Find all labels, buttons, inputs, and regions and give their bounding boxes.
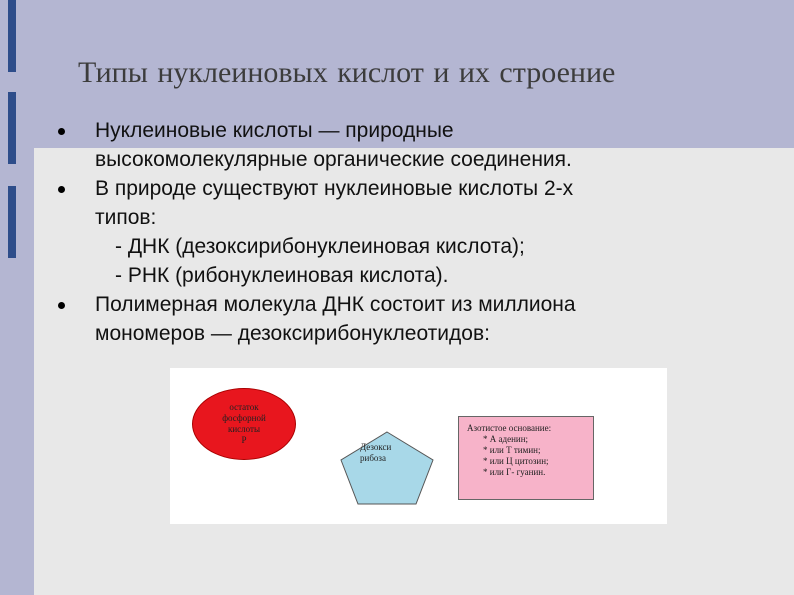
bullet-line xyxy=(95,232,775,261)
bullet-line xyxy=(95,116,775,145)
accent-bar xyxy=(8,186,16,258)
phosphate-label: остаток xyxy=(229,402,259,412)
base-line: * или Ц цитозин; xyxy=(483,456,549,466)
line-text: - РНК (рибонуклеиновая кислота). xyxy=(115,264,449,287)
bullet-line xyxy=(95,261,775,290)
base-line: * или Т тимин; xyxy=(483,445,541,455)
slide-title: Типы нуклеиновых кислот и их строение xyxy=(78,56,616,89)
sugar-label-line: Дезокси xyxy=(360,442,392,452)
base-line: * А аденин; xyxy=(483,434,529,444)
nucleotide-figure xyxy=(170,368,667,524)
base-line: Азотистое основание: xyxy=(467,423,552,433)
line-text: Полимерная молекула ДНК состоит из миллиона xyxy=(95,293,576,316)
bullet-icon xyxy=(58,302,65,309)
bullet-icon xyxy=(58,186,65,193)
accent-bar xyxy=(8,92,16,164)
slide-body xyxy=(95,116,775,348)
line-text: - ДНК (дезоксирибонуклеиновая кислота); xyxy=(115,235,525,258)
line-text: В природе существуют нуклеиновые кислоты 2-х xyxy=(95,177,574,200)
bullet-line xyxy=(95,290,775,319)
bullet-line xyxy=(95,319,775,348)
base-line: * или Г- гуанин. xyxy=(483,467,546,477)
bullet-line xyxy=(95,174,775,203)
base-box xyxy=(458,416,594,500)
phosphate-symbol: Р xyxy=(241,435,247,445)
accent-bar xyxy=(8,0,16,72)
sugar-label-line: рибоза xyxy=(360,453,386,463)
phosphate-label: фосфорной xyxy=(222,413,266,423)
phosphate-circle xyxy=(192,388,296,460)
left-band xyxy=(0,0,34,595)
bullet-icon xyxy=(58,128,65,135)
phosphate-label: кислоты xyxy=(227,424,261,434)
line-text: высокомолекулярные органические соединения. xyxy=(95,148,572,171)
line-text: Нуклеиновые кислоты — природные xyxy=(95,119,454,142)
bullet-line xyxy=(95,145,775,174)
line-text: мономеров — дезоксирибонуклеотидов: xyxy=(95,322,490,345)
sugar-label xyxy=(360,442,391,464)
bullet-line xyxy=(95,203,775,232)
line-text: типов: xyxy=(95,206,157,229)
